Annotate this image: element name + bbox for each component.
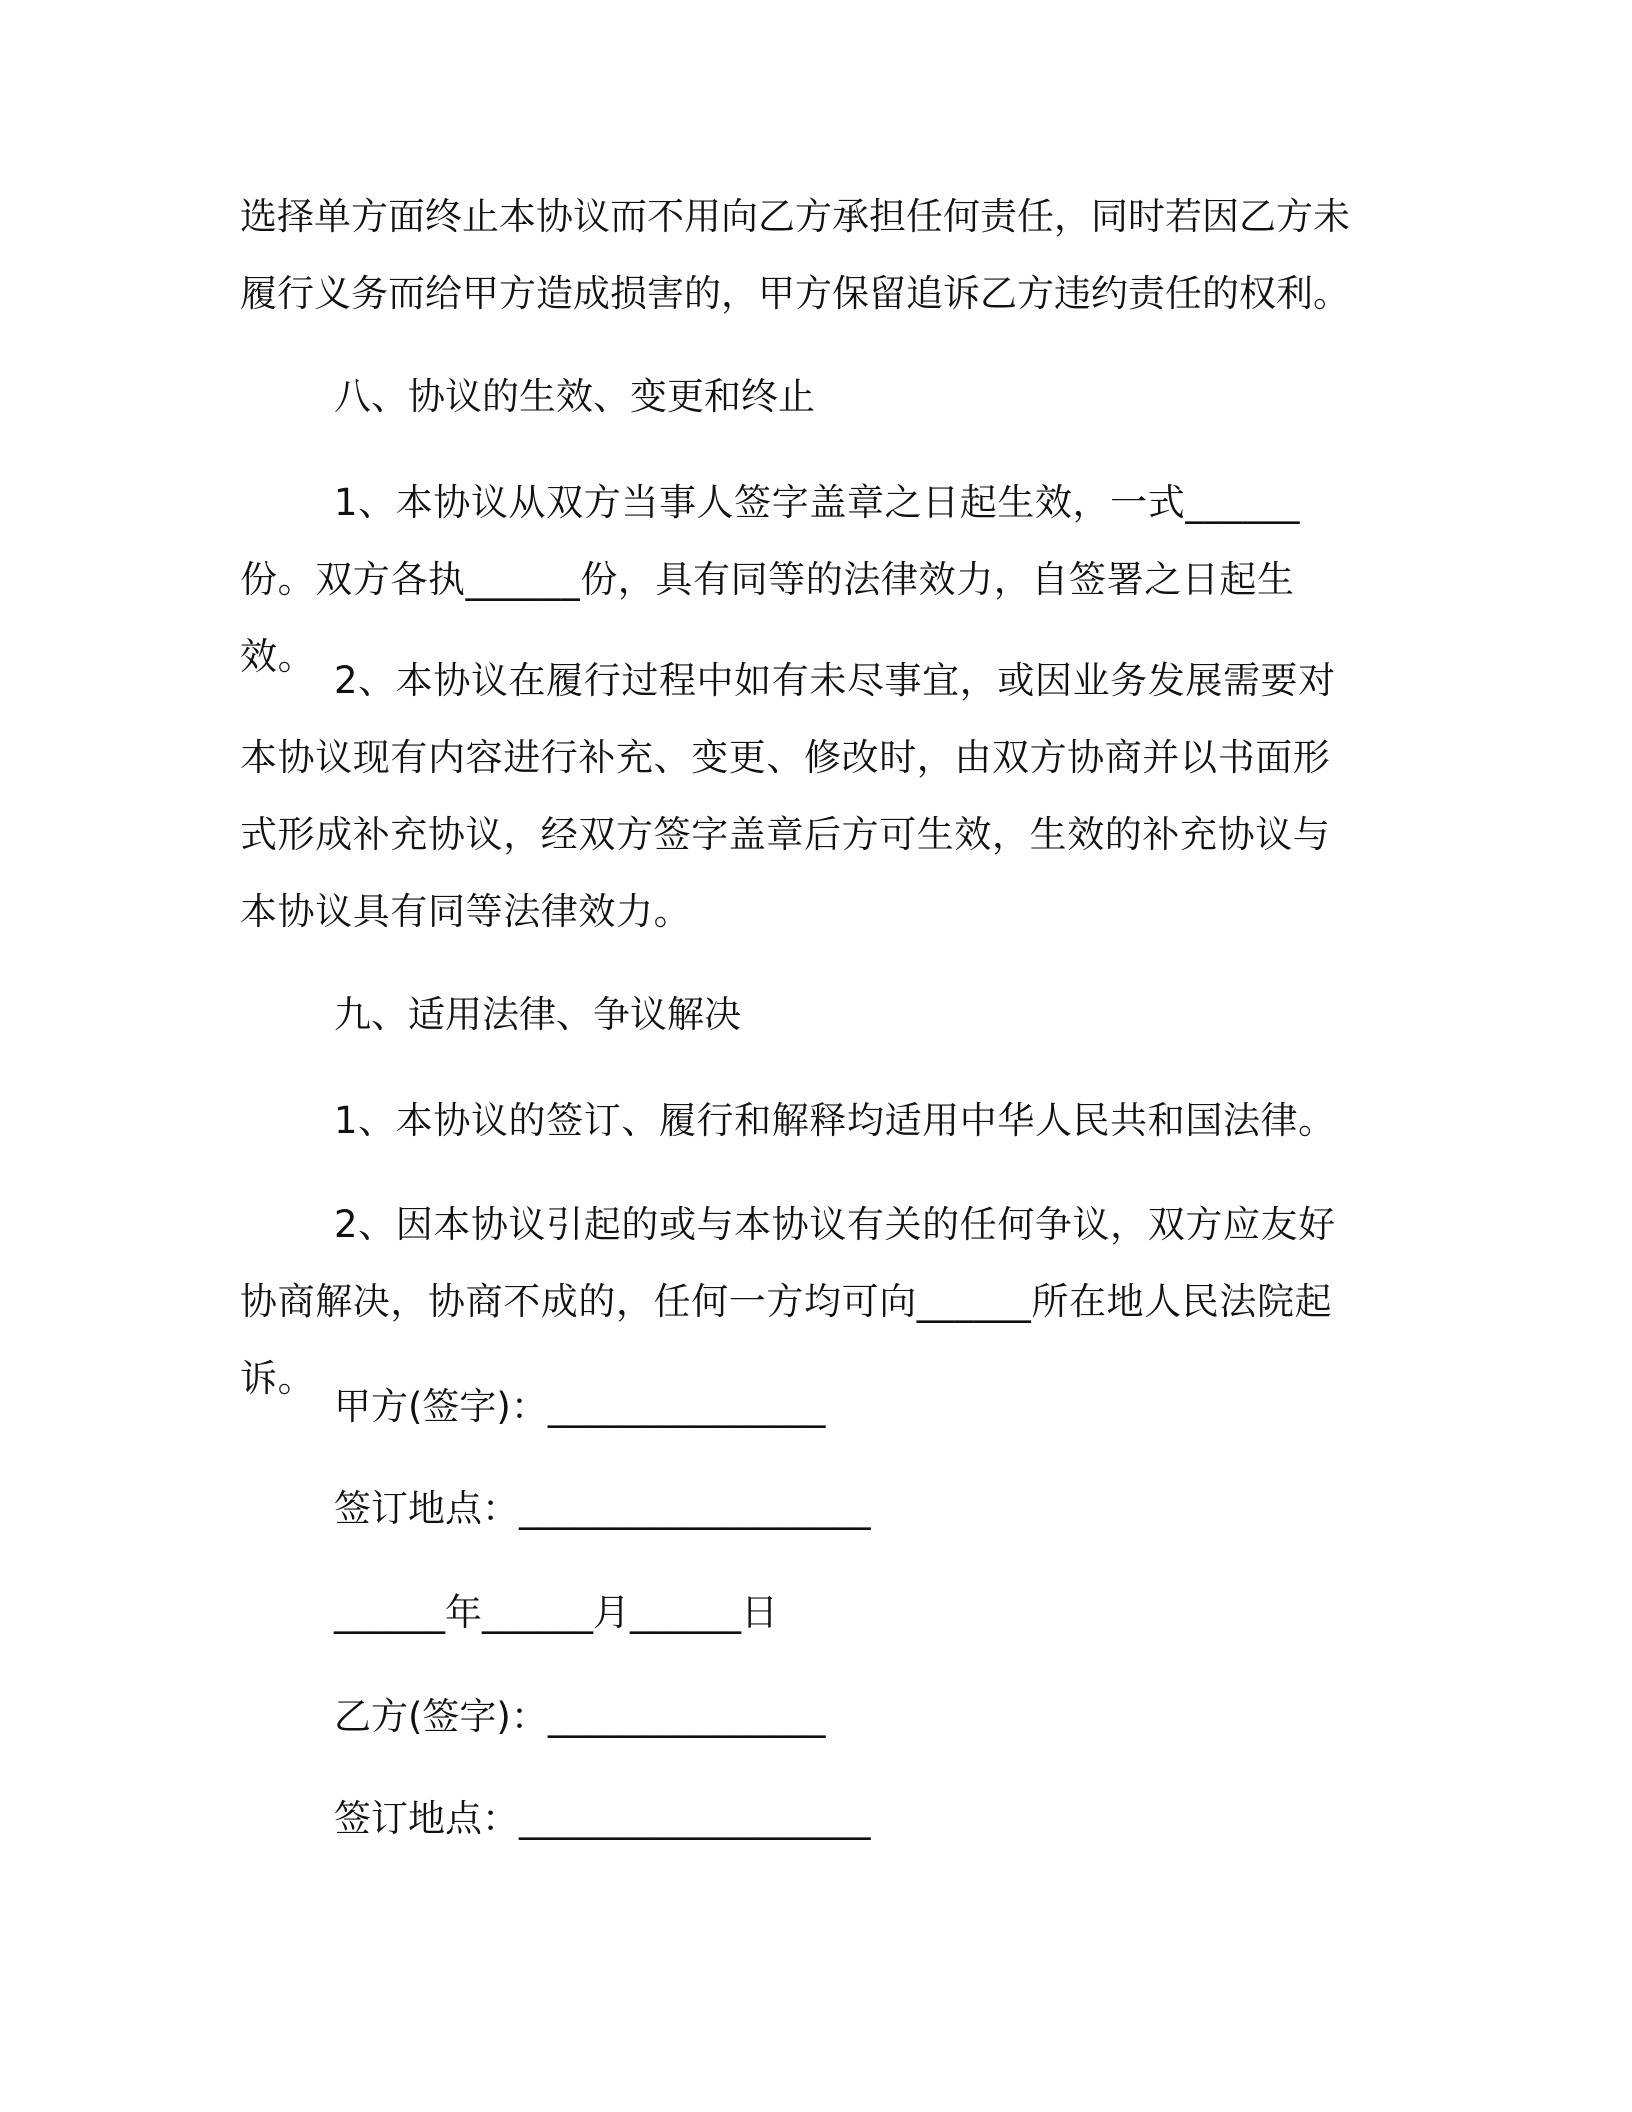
signing-place-b-line: 签订地点：___________________ bbox=[334, 1797, 871, 1840]
paragraph-termination-continued: 选择单方面终止本协议而不用向乙方承担任何责任，同时若因乙方未履行义务而给甲方造成损害的，甲方保留追诉乙方违约责任的权利。 bbox=[240, 195, 1350, 315]
paragraph-9-1: 1、本协议的签订、履行和解释均适用中华人民共和国法律。 bbox=[334, 1099, 1336, 1142]
section-heading-9: 九、适用法律、争议解决 bbox=[334, 993, 741, 1036]
paragraph-9-2: 2、因本协议引起的或与本协议有关的任何争议，双方应友好协商解决，协商不成的，任何一方均可向______所在地人民法院起诉。 bbox=[240, 1203, 1336, 1400]
signing-date-line: ______年______月______日 bbox=[334, 1591, 778, 1634]
party-a-signature-line: 甲方(签字)：_______________ bbox=[334, 1385, 826, 1428]
party-b-signature-line: 乙方(签字)：_______________ bbox=[334, 1695, 826, 1738]
signing-place-a-line: 签订地点：___________________ bbox=[334, 1487, 871, 1530]
paragraph-8-1: 1、本协议从双方当事人签字盖章之日起生效，一式______份。双方各执______份，具有同等的法律效力，自签署之日起生效。 bbox=[240, 481, 1300, 678]
paragraph-8-2: 2、本协议在履行过程中如有未尽事宜，或因业务发展需要对本协议现有内容进行补充、变更、修改时，由双方协商并以书面形式形成补充协议，经双方签字盖章后方可生效，生效的补充协议与本协议具有同等法律效力。 bbox=[240, 659, 1336, 933]
section-heading-8: 八、协议的生效、变更和终止 bbox=[334, 375, 815, 418]
